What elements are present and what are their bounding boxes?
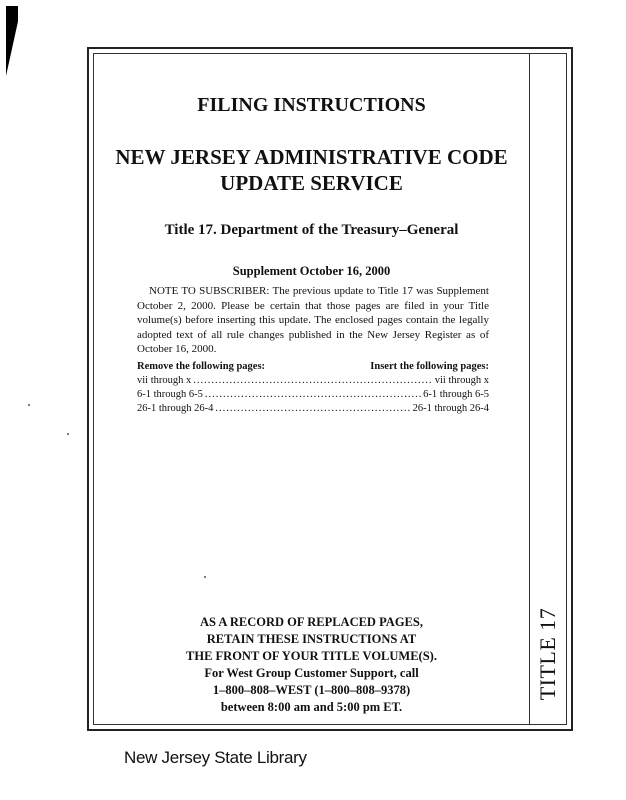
remove-pages-cell: 26-1 through 26-4 — [137, 403, 214, 414]
support-line: For West Group Customer Support, call — [204, 666, 419, 680]
subscriber-note: NOTE TO SUBSCRIBER: The previous update to Title 17 was Supplement October 2, 2000. Please be certain that those pages are filed in your Title volume(s) before inserting this update. The enclosed pages contain the legally adopted text of all rule changes published in the New Jersey Register as of October 16, 2000. — [137, 285, 489, 355]
code-title — [94, 144, 529, 196]
document-inner-border — [93, 53, 567, 725]
table-row — [137, 388, 489, 402]
corner-crop-mark — [6, 6, 18, 76]
dot-leader — [215, 402, 410, 416]
record-line: AS A RECORD OF REPLACED PAGES, — [200, 615, 423, 629]
remove-pages-cell: 6-1 through 6-5 — [137, 389, 203, 400]
record-instructions — [94, 614, 529, 716]
supplement-date: Supplement October 16, 2000 — [232, 264, 391, 278]
remove-pages-header: Remove the following pages: — [137, 361, 266, 372]
insert-pages-cell: 26-1 through 26-4 — [412, 403, 489, 414]
code-title-line: UPDATE SERVICE — [220, 171, 403, 195]
remove-pages-cell: vii through x — [137, 375, 192, 386]
record-line: RETAIN THESE INSTRUCTIONS AT — [206, 632, 417, 646]
document-frame — [87, 47, 573, 731]
side-tab-label: TITLE 17 — [535, 607, 560, 701]
record-line: THE FRONT OF YOUR TITLE VOLUME(S). — [186, 649, 437, 663]
side-tab — [530, 54, 566, 724]
support-phone: 1–800–808–WEST (1–800–808–9378) — [212, 683, 411, 697]
page-table-header — [137, 360, 489, 374]
dot-leader — [193, 374, 433, 388]
support-hours: between 8:00 am and 5:00 pm ET. — [220, 700, 403, 714]
code-title-line: NEW JERSEY ADMINISTRATIVE CODE — [115, 145, 508, 169]
insert-pages-cell: 6-1 through 6-5 — [423, 389, 489, 400]
scan-speck — [67, 433, 69, 435]
document-content — [94, 54, 529, 724]
filing-instructions-heading: FILING INSTRUCTIONS — [197, 94, 426, 116]
table-row — [137, 402, 489, 416]
dot-leader — [205, 388, 421, 402]
library-stamp: New Jersey State Library — [124, 748, 307, 767]
department-title: Title 17. Department of the Treasury–General — [164, 222, 459, 238]
page-replacement-table — [137, 360, 489, 416]
insert-pages-header: Insert the following pages: — [370, 361, 489, 372]
table-row — [137, 374, 489, 388]
insert-pages-cell: vii through x — [434, 375, 489, 386]
scan-speck — [28, 404, 30, 406]
